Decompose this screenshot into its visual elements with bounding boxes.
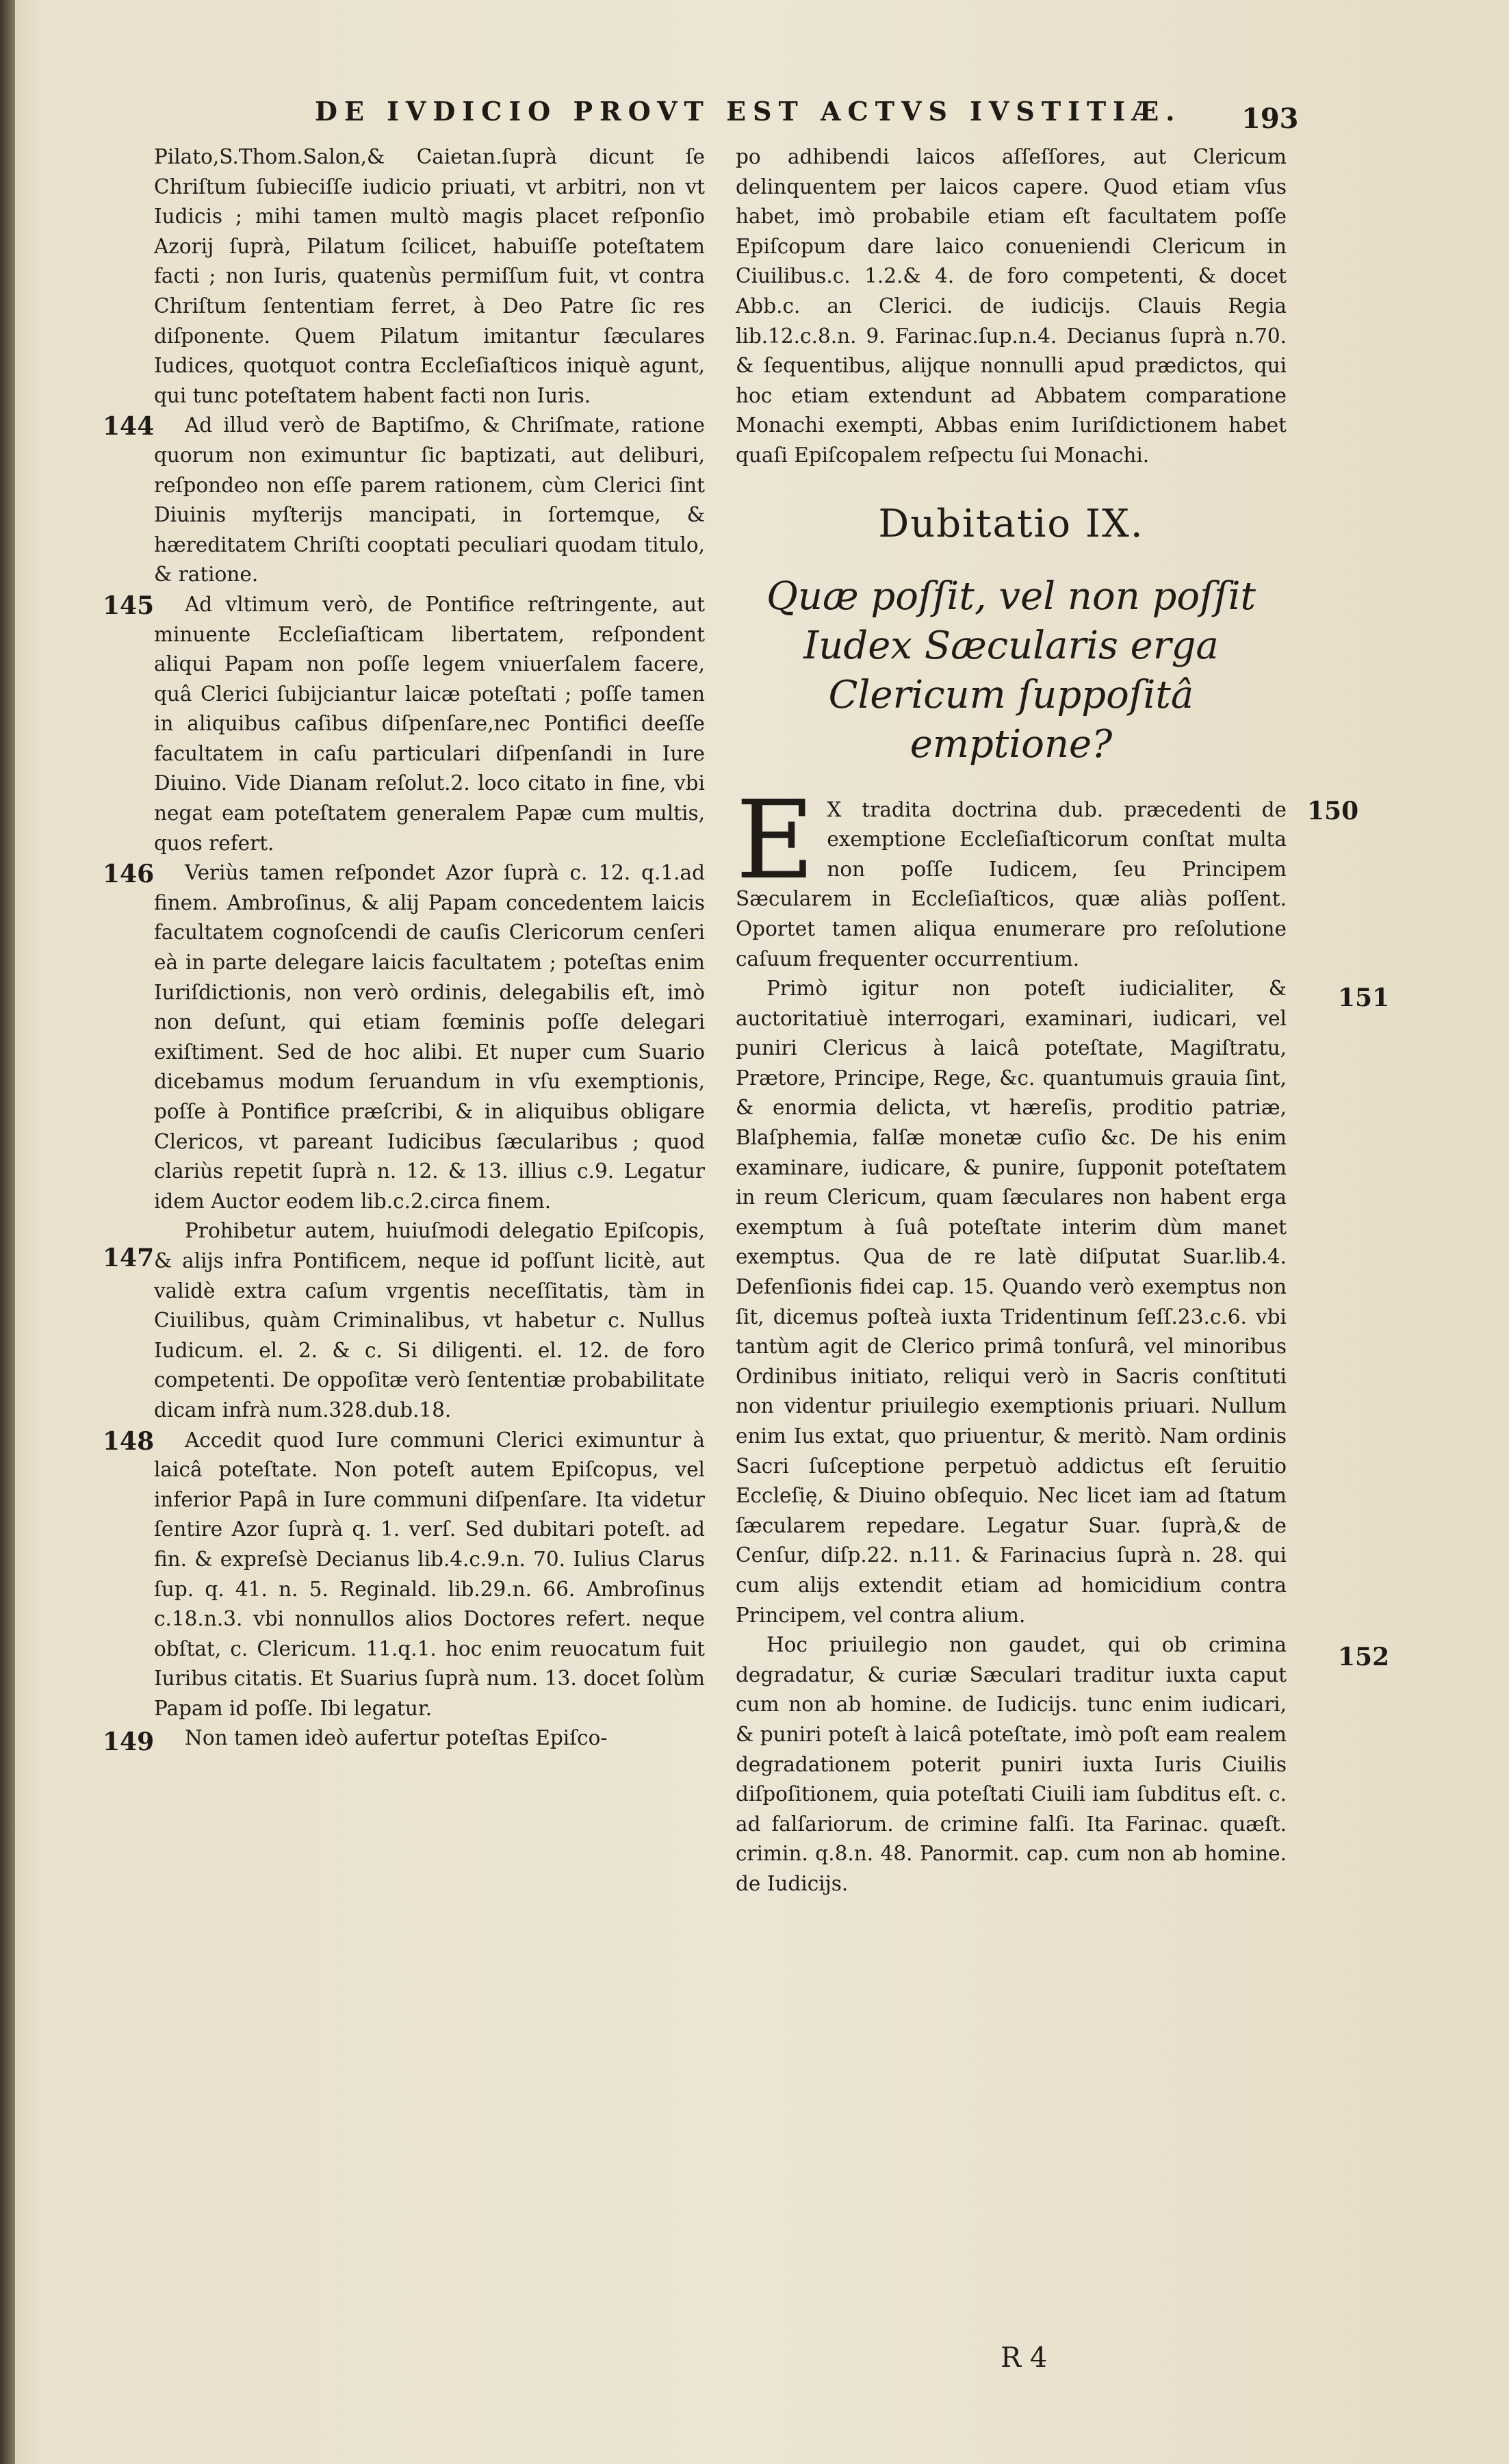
paragraph-146 (103, 858, 705, 1216)
margin-number-152: 152 (1338, 1643, 1390, 1672)
paragraph-152 (736, 1630, 1390, 1899)
margin-number-146: 146 (103, 860, 155, 889)
signature-mark: R 4 (1001, 2342, 1048, 2374)
paragraph-text: Ad illud verò de Baptiſmo, & Chriſmate, ratione quorum non eximuntur ſic baptizati, aut deliburi, reſpondeo non eſſe parem rationem, cùm Clerici ſint Diuinis myſterijs mancipati, in ſortemque, & hæreditatem Chriſti cooptati peculiari quodam titulo, & ratione. (154, 413, 705, 587)
paragraph-151 (736, 974, 1390, 1630)
margin-number-145: 145 (103, 591, 155, 620)
margin-number-147: 147 (103, 1244, 155, 1273)
margin-number-150: 150 (1307, 796, 1359, 825)
paragraph-text: Ad vltimum verò, de Pontifice reſtringente, aut minuente Eccleſiaſticam libertatem, reſpondent aliqui Papam non poſſe legem vniuerſalem facere, quâ Clerici ſubijciantur laicæ poteſtati ; poſſe tamen in aliquibus caſibus diſpenſare,nec Pontifici deeſſe facultatem in caſu particulari diſpenſandi in Iure Diuino. Vide Dianam reſolut.2. loco citato in fine, vbi negat eam poteſtatem generalem Papæ cum multis, quos refert. (154, 592, 705, 855)
paragraph-text: Veriùs tamen reſpondet Azor ſuprà c. 12. q.1.ad finem. Ambroſinus, & alij Papam concedentem laicis facultatem cognoſcendi de cauſis Clericorum cenſeri eà in parte delegare laicis facultatem ; poteſtas enim Iuriſdictionis, non verò ordinis, delegabilis eſt, imò non deſunt, qui etiam fœminis poſſe delegari exiſtiment. Sed de hoc alibi. Et nuper cum Suario dicebamus modum ſeruandum in vſu exemptionis, poſſe à Pontifice præſcribi, & in aliquibus obligare Clericos, vt pareant Iudicibus ſæcularibus ; quod clariùs repetit ſuprà n. 12. & 13. illius c.9. Legatur idem Auctor eodem lib.c.2.circa finem. (154, 861, 705, 1213)
dubitatio-question: Quæ poſſit, vel non poſſit Iudex Sæcularis erga Clericum ſuppoſitâ emptione? (766, 574, 1256, 767)
dubitatio-heading: Dubitatio IX. (878, 501, 1144, 546)
paragraph-text: X tradita doctrina dub. præcedenti de exemptione Eccleſiaſticorum conſtat multa non poſſe Iudicem, ſeu Principem Sæcularem in Eccleſiaſticos, quæ aliàs poſſent. Oportet tamen aliqua enumerare pro reſolutione caſuum frequenter occurrentium. (736, 797, 1287, 971)
margin-number-149: 149 (103, 1728, 155, 1757)
left-column (103, 142, 705, 1757)
paragraph-150 (736, 777, 1359, 975)
paragraph-text: Primò igitur non poteſt iudicialiter, & auctoritatiuè interrogari, examinari, iudicari, vel puniri Clericus à laicâ poteſtate, Magiſtratu, Prætore, Principe, Rege, &c. quantumuis grauia ſint, & enormia delicta, vt hæreſis, proditio patriæ, Blaſphemia, falſæ monetæ cuſio &c. De his enim examinare, iudicare, & punire, ſupponit poteſtatem in reum Clericum, quam ſæculares non habent erga exemptum à ſuâ poteſtate interim dùm manet exemptus. Qua de re latè diſputat Suar.lib.4. Defenſionis fidei cap. 15. Quando verò exemptus non ſit, dicemus poſteà iuxta Tridentinum ſeſſ.23.c.6. vbi tantùm agit de Clerico primâ tonſurâ, vel minoribus Ordinibus initiato, reliqui verò in Sacris conſtituti non videntur priuilegio exemptionis priuari. Nullum enim Ius extat, quo priuentur, & meritò. Nam ordinis Sacri ſuſceptione perpetuò addictus eſt ſeruitio Eccleſię, & Diuino obſequio. Nec licet iam ad ſtatum ſæcularem repedare. Legatur Suar. ſuprà,& de Cenſur, diſp.22. n.11. & Farinacius ſuprà n. 28. qui cum alijs extendit etiam ad homicidium contra Principem, vel contra alium. (736, 977, 1287, 1627)
paragraph-continuation: Pilato,S.Thom.Salon,& Caietan.ſuprà dicunt ſe Chriſtum ſubieciſſe iudicio priuati, vt arbitri, non vt Iudicis ; mihi tamen multò magis placet reſponſio Azorij ſuprà, Pilatum ſcilicet, habuiſſe poteſtatem facti ; non Iuris, quatenùs permiſſum fuit, vt contra Chriſtum ſententiam ferret, à Deo Patre ſic res diſponente. Quem Pilatum imitantur ſæculares Iudices, quotquot contra Eccleſiaſticos iniquè agunt, qui tunc poteſtatem habent facti non Iuris. (154, 145, 705, 407)
margin-number-144: 144 (103, 412, 155, 441)
paragraph-continuation: po adhibendi laicos aſſeſſores, aut Clericum delinquentem per laicos capere. Quod etiam vſus habet, imò probabile etiam eſt facultatem poſſe Epiſcopum dare laico conueniendi Clericum in Ciuilibus.c. 1.2.& 4. de foro competenti, & docet Abb.c. an Clerici. de iudicijs. Clauis Regia lib.12.c.8.n. 9. Farinac.ſup.n.4. Decianus ſuprà n.70. & ſequentibus, alijque nonnulli apud prædictos, qui hoc etiam extendunt ad Abbatem comparatione Monachi exempti, Abbas enim Iuriſdictionem habet quaſi Epiſcopalem reſpectu ſui Monachi. (736, 145, 1287, 467)
margin-number-151: 151 (1338, 984, 1390, 1013)
paragraph-148 (103, 1426, 705, 1724)
paragraph-text: Accedit quod Iure communi Clerici eximuntur à laicâ poteſtate. Non poteſt autem Epiſcopus, vel inferior Papâ in Iure communi diſpenſare. Ita videtur ſentire Azor ſuprà q. 1. verſ. Sed dubitari poteſt. ad fin. & expreſsè Decianus lib.4.c.9.n. 70. Iulius Clarus ſup. q. 41. n. 5. Reginald. lib.29.n. 66. Ambroſinus c.18.n.3. vbi nonnullos alios Doctores refert. neque obſtat, c. Clericum. 11.q.1. hoc enim reuocatum fuit Iuribus citatis. Et Suarius ſuprà num. 13. docet ſolùm Papam id poſſe. Ibi legatur. (154, 1428, 705, 1720)
drop-cap-initial: E (736, 777, 815, 903)
right-column (736, 142, 1390, 1899)
paragraph-text: Hoc priuilegio non gaudet, qui ob crimina degradatur, & curiæ Sæculari traditur iuxta caput cum non ab homine. de Iudicijs. tunc enim iudicari, & puniri poteſt à laicâ poteſtate, imò poſt eam realem degradationem poterit puniri iuxta Iuris Ciuilis diſpoſitionem, quia poteſtati Ciuili iam ſubditus eſt. c. ad falſariorum. de crimine falſi. Ita Farinac. quæſt. crimin. q.8.n. 48. Panormit. cap. cum non ab homine. de Iudicijs. (736, 1633, 1287, 1895)
binding-gutter (0, 0, 15, 2464)
margin-number-148: 148 (103, 1426, 155, 1456)
running-header: DE IVDICIO PROVT EST ACTVS IVSTITIÆ. (315, 96, 1182, 127)
paragraph-144 (103, 411, 705, 590)
paragraph-145 (103, 590, 705, 858)
paragraph-147 (103, 1216, 705, 1425)
paragraph-149 (103, 1723, 705, 1757)
paragraph-text: Non tamen ideò aufertur poteſtas Epiſco- (185, 1726, 608, 1750)
page-number: 193 (1241, 103, 1299, 135)
paragraph-text: Prohibetur autem, huiuſmodi delegatio Epiſcopis, & alijs infra Pontificem, neque id poſſunt licitè, aut validè extra caſum vrgentis neceſſitatis, tàm in Ciuilibus, quàm Criminalibus, vt habetur c. Nullus Iudicum. el. 2. & c. Si diligenti. el. 12. de foro competenti. De oppoſitæ verò ſententiæ probabilitate dicam infrà num.328.dub.18. (154, 1219, 705, 1422)
